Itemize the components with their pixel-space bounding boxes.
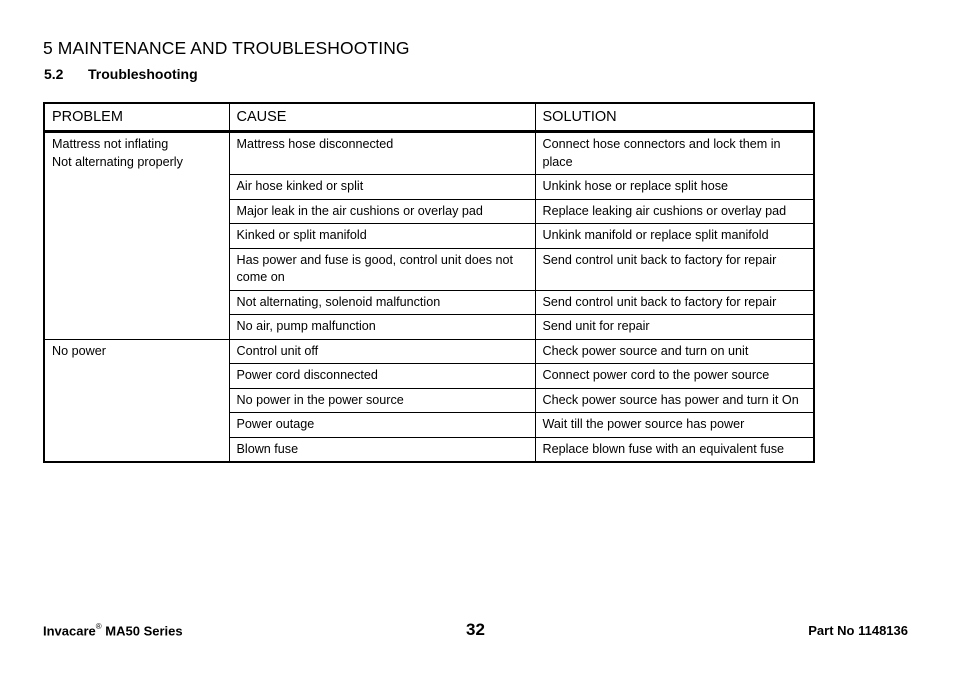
- header-solution: SOLUTION: [535, 103, 814, 132]
- solution-cell: Unkink manifold or replace split manifold: [535, 224, 814, 249]
- cause-cell: Power outage: [229, 413, 535, 438]
- table-row: [44, 339, 814, 364]
- footer-part-number: Part No 1148136: [808, 623, 908, 638]
- section-title: [44, 66, 198, 82]
- cause-cell: Power cord disconnected: [229, 364, 535, 389]
- table-body: [44, 132, 814, 463]
- cause-cell: Air hose kinked or split: [229, 175, 535, 200]
- cause-cell: Blown fuse: [229, 437, 535, 462]
- solution-cell: Connect hose connectors and lock them in place: [535, 132, 814, 175]
- problem-line: Not alternating properly: [52, 154, 183, 169]
- section-number: 5.2: [44, 66, 64, 82]
- problem-cell: [44, 339, 229, 462]
- header-cause: CAUSE: [229, 103, 535, 132]
- problem-cell: [44, 132, 229, 340]
- footer-series: MA50 Series: [105, 623, 183, 639]
- cause-cell: Not alternating, solenoid malfunction: [229, 290, 535, 315]
- cause-cell: No air, pump malfunction: [229, 315, 535, 340]
- chapter-title: 5 MAINTENANCE AND TROUBLESHOOTING: [43, 38, 410, 58]
- table-row: [44, 132, 814, 175]
- footer-product: [43, 623, 183, 638]
- solution-cell: Wait till the power source has power: [535, 413, 814, 438]
- cause-cell: Mattress hose disconnected: [229, 132, 535, 175]
- solution-cell: Send control unit back to factory for repair: [535, 248, 814, 290]
- problem-line: No power: [52, 343, 106, 358]
- solution-cell: Send control unit back to factory for repair: [535, 290, 814, 315]
- solution-cell: Send unit for repair: [535, 315, 814, 340]
- solution-cell: Check power source and turn on unit: [535, 339, 814, 364]
- problem-line: Mattress not inflating: [52, 137, 169, 151]
- page-number: 32: [466, 620, 485, 639]
- table-header-row: [44, 103, 814, 132]
- solution-cell: Check power source has power and turn it On: [535, 388, 814, 413]
- cause-cell: No power in the power source: [229, 388, 535, 413]
- section-label: Troubleshooting: [88, 66, 198, 82]
- footer-brand: Invacare: [43, 623, 96, 639]
- solution-cell: Replace leaking air cushions or overlay pad: [535, 199, 814, 224]
- cause-cell: Kinked or split manifold: [229, 224, 535, 249]
- registered-mark: ®: [95, 622, 102, 631]
- cause-cell: Control unit off: [229, 339, 535, 364]
- solution-cell: Replace blown fuse with an equivalent fuse: [535, 437, 814, 462]
- cause-cell: Has power and fuse is good, control unit does not come on: [229, 248, 535, 290]
- solution-cell: Connect power cord to the power source: [535, 364, 814, 389]
- cause-cell: Major leak in the air cushions or overlay pad: [229, 199, 535, 224]
- solution-cell: Unkink hose or replace split hose: [535, 175, 814, 200]
- troubleshooting-table: [43, 102, 815, 463]
- header-problem: PROBLEM: [44, 103, 229, 132]
